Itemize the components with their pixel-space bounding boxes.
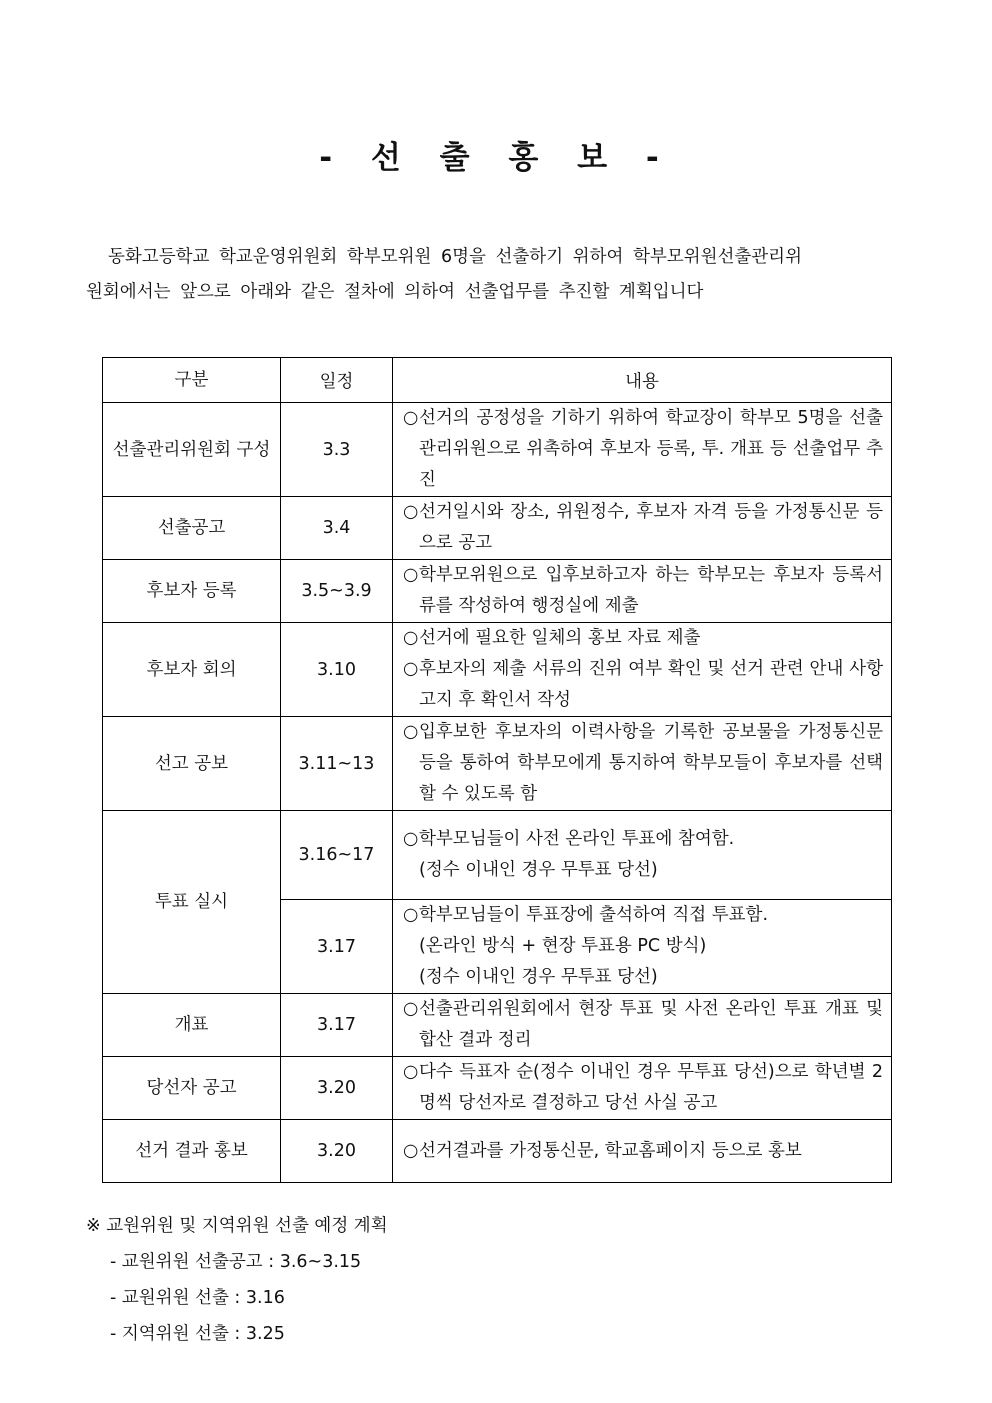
row-subnote: (정수 이내인 경우 무투표 당선): [419, 860, 658, 880]
row-category: 선고 공보: [103, 717, 281, 811]
row-item: 선거결과를 가정통신문, 학교홈페이지 등으로 홍보: [419, 1140, 802, 1161]
bullet-icon: ○: [403, 1140, 419, 1161]
row-content: [393, 623, 892, 717]
row-subnote: (정수 이내인 경우 무투표 당선): [419, 967, 658, 987]
intro-paragraph: [86, 240, 912, 310]
row-content: [393, 900, 892, 994]
row-item: 선거의 공정성을 기하기 위하여 학교장이 학부모 5명을 선출관리위원으로 위촉하여 후보자 등록, 투. 개표 등 선출업무 추진: [419, 408, 883, 490]
row-category: 후보자 회의: [103, 623, 281, 717]
row-date: 3.10: [281, 623, 393, 717]
row-category: 선거 결과 홍보: [103, 1120, 281, 1183]
row-date: 3.17: [281, 900, 393, 994]
table-header-row: [103, 358, 892, 403]
bullet-icon: ○: [403, 628, 419, 648]
table-row: [103, 403, 892, 497]
row-content: [393, 560, 892, 623]
row-content: [393, 1120, 892, 1183]
row-date: 3.3: [281, 403, 393, 497]
bullet-icon: ○: [403, 408, 419, 428]
table-row: [103, 994, 892, 1057]
bullet-icon: ○: [403, 502, 419, 522]
row-item: 입후보한 후보자의 이력사항을 기록한 공보물을 가정통신문 등을 통하여 학부모에게 통지하여 학부모들이 후보자를 선택할 수 있도록 함: [419, 722, 883, 804]
note-heading: ※ 교원위원 및 지역위원 선출 예정 계획: [86, 1216, 388, 1236]
row-category: 선출공고: [103, 497, 281, 560]
row-content: [393, 994, 892, 1057]
row-item: 다수 득표자 순(정수 이내인 경우 무투표 당선)으로 학년별 2명씩 당선자로 결정하고 당선 사실 공고: [419, 1062, 883, 1113]
row-date: 3.11~13: [281, 717, 393, 811]
row-content: [393, 717, 892, 811]
bullet-icon: ○: [403, 829, 419, 849]
header-date: 일정: [281, 358, 393, 403]
row-category: 후보자 등록: [103, 560, 281, 623]
header-category: 구분: [103, 358, 281, 403]
row-category: 당선자 공고: [103, 1057, 281, 1120]
bullet-icon: ○: [403, 999, 419, 1019]
bullet-icon: ○: [403, 659, 419, 679]
table-row: [103, 623, 892, 717]
row-category: 개표: [103, 994, 281, 1057]
row-content: [393, 1057, 892, 1120]
row-item: 후보자의 제출 서류의 진위 여부 확인 및 선거 관련 안내 사항 고지 후 확인서 작성: [419, 659, 883, 710]
row-date: 3.17: [281, 994, 393, 1057]
row-item: 선거일시와 장소, 위원정수, 후보자 자격 등을 가정통신문 등으로 공고: [419, 502, 883, 553]
row-item: 학부모님들이 투표장에 출석하여 직접 투표함.: [419, 905, 769, 925]
bullet-icon: ○: [403, 1062, 419, 1082]
row-item: 선거에 필요한 일체의 홍보 자료 제출: [419, 628, 701, 648]
row-content: [393, 497, 892, 560]
bullet-icon: ○: [403, 905, 419, 925]
row-item: 선출관리위원회에서 현장 투표 및 사전 온라인 투표 개표 및 합산 결과 정리: [419, 999, 883, 1050]
row-item: 학부모님들이 사전 온라인 투표에 참여함.: [419, 829, 735, 849]
note-section: [86, 1208, 388, 1352]
row-date: 3.4: [281, 497, 393, 560]
bullet-icon: ○: [403, 565, 419, 585]
bullet-icon: ○: [403, 722, 419, 742]
row-date: 3.20: [281, 1057, 393, 1120]
schedule-table: [102, 357, 892, 1183]
table-row: [103, 717, 892, 811]
row-category: 투표 실시: [103, 811, 281, 994]
row-content: [393, 403, 892, 497]
table-row: [103, 1120, 892, 1183]
intro-line-1: 동화고등학교 학교운영위원회 학부모위원 6명을 선출하기 위하여 학부모위원선출관리위: [108, 247, 802, 267]
row-date: 3.20: [281, 1120, 393, 1183]
note-line: - 지역위원 선출 : 3.25: [110, 1324, 285, 1344]
row-category: 선출관리위원회 구성: [103, 403, 281, 497]
row-item: 학부모위원으로 입후보하고자 하는 학부모는 후보자 등록서류를 작성하여 행정실에 제출: [419, 565, 883, 616]
table-row: [103, 1057, 892, 1120]
intro-line-2: 원회에서는 앞으로 아래와 같은 절차에 의하여 선출업무를 추진할 계획입니다: [86, 282, 704, 302]
page-title: - 선 출 홍 보 -: [319, 140, 673, 176]
row-subnote: (온라인 방식 + 현장 투표용 PC 방식): [419, 936, 707, 956]
row-date: 3.5~3.9: [281, 560, 393, 623]
row-date: 3.16~17: [281, 811, 393, 900]
header-content: 내용: [393, 358, 892, 403]
note-line: - 교원위원 선출 : 3.16: [110, 1288, 285, 1308]
table-row: [103, 497, 892, 560]
row-content: [393, 811, 892, 900]
table-row: [103, 560, 892, 623]
table-row: [103, 811, 892, 900]
note-line: - 교원위원 선출공고 : 3.6~3.15: [110, 1252, 362, 1272]
